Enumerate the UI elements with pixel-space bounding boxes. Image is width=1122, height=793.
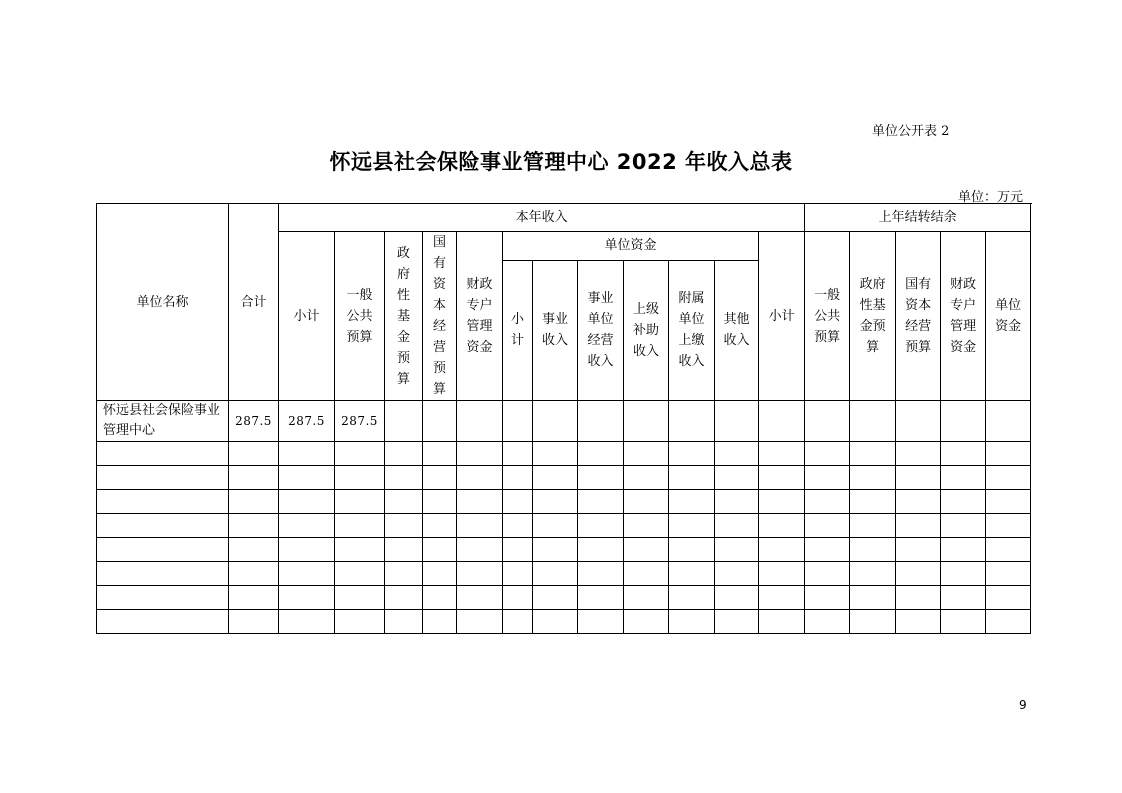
empty-cell (715, 562, 759, 586)
empty-cell (503, 466, 533, 490)
header-line: 上级 (632, 301, 659, 317)
header-general-budget (335, 232, 385, 401)
empty-cell (423, 466, 457, 490)
header-operating-income (578, 260, 624, 401)
empty-cell (850, 514, 896, 538)
header-line: 财政 (950, 277, 977, 292)
table-body (97, 401, 1031, 634)
empty-cell (385, 610, 423, 634)
unit-name-cell: 怀远县社会保险事业管理中心 (97, 401, 229, 442)
empty-cell (669, 490, 715, 514)
value-cell (669, 401, 715, 442)
empty-cell (385, 514, 423, 538)
header-line: 单位 (587, 312, 614, 328)
empty-cell (669, 562, 715, 586)
empty-cell (457, 442, 503, 466)
empty-cell (97, 610, 229, 634)
header-line: 收入 (587, 354, 614, 370)
header-line: 预 (396, 350, 410, 366)
empty-cell (986, 538, 1031, 562)
header-line: 专户 (950, 298, 977, 313)
value-cell: 287.5 (229, 401, 279, 442)
empty-cell (533, 538, 578, 562)
table-row (97, 538, 1031, 562)
value-cell (503, 401, 533, 442)
empty-cell (986, 442, 1031, 466)
table-row (97, 562, 1031, 586)
empty-cell (986, 466, 1031, 490)
header-line: 补助 (632, 322, 659, 338)
header-current-year: 本年收入 (279, 204, 805, 232)
header-line: 公共 (346, 308, 373, 324)
empty-cell (896, 490, 941, 514)
empty-cell (669, 586, 715, 610)
header-line: 上缴 (678, 333, 705, 349)
header-line: 经 (432, 319, 446, 334)
empty-cell (97, 562, 229, 586)
header-line: 小 (510, 312, 524, 328)
header-superior-subsidy (624, 260, 669, 401)
empty-cell (896, 610, 941, 634)
empty-cell (97, 586, 229, 610)
header-line: 国有 (905, 277, 932, 292)
empty-cell (533, 490, 578, 514)
empty-cell (503, 514, 533, 538)
empty-cell (229, 610, 279, 634)
value-cell (941, 401, 986, 442)
empty-cell (986, 586, 1031, 610)
header-gov-fund (385, 232, 423, 401)
header-unit-funds: 单位资金 (503, 232, 759, 261)
empty-cell (715, 538, 759, 562)
header-line: 国 (432, 235, 446, 250)
header-line: 预算 (814, 329, 841, 345)
empty-cell (279, 442, 335, 466)
empty-cell (941, 490, 986, 514)
header-co-unit-funds (986, 232, 1031, 401)
header-line: 预 (432, 361, 446, 376)
table-row (97, 490, 1031, 514)
header-co-fiscal-special (941, 232, 986, 401)
empty-cell (805, 562, 850, 586)
empty-cell (896, 514, 941, 538)
value-cell (578, 401, 624, 442)
empty-cell (423, 514, 457, 538)
value-cell: 287.5 (335, 401, 385, 442)
empty-cell (624, 514, 669, 538)
empty-cell (533, 610, 578, 634)
empty-cell (850, 610, 896, 634)
empty-cell (669, 442, 715, 466)
header-line: 性基 (859, 298, 886, 313)
header-co-subtotal: 小计 (759, 232, 805, 401)
value-cell (423, 401, 457, 442)
income-table (96, 203, 1031, 634)
empty-cell (578, 490, 624, 514)
empty-cell (385, 490, 423, 514)
empty-cell (279, 610, 335, 634)
empty-cell (715, 442, 759, 466)
table-row (97, 610, 1031, 634)
header-line: 经营 (587, 333, 614, 349)
empty-cell (229, 586, 279, 610)
header-line: 政府 (859, 277, 886, 292)
empty-cell (850, 442, 896, 466)
header-total: 合计 (229, 204, 279, 401)
header-line: 财政 (466, 277, 493, 292)
empty-cell (759, 562, 805, 586)
empty-cell (805, 490, 850, 514)
empty-cell (941, 538, 986, 562)
table-row (97, 401, 1031, 442)
empty-cell (759, 442, 805, 466)
header-line: 其他 (723, 312, 750, 328)
empty-cell (503, 490, 533, 514)
empty-cell (97, 538, 229, 562)
empty-cell (850, 586, 896, 610)
header-line: 本 (432, 298, 446, 313)
empty-cell (896, 562, 941, 586)
empty-cell (624, 562, 669, 586)
empty-cell (941, 442, 986, 466)
header-affiliated-income (669, 260, 715, 401)
empty-cell (759, 514, 805, 538)
empty-cell (715, 466, 759, 490)
table-row (97, 514, 1031, 538)
empty-cell (941, 586, 986, 610)
empty-cell (229, 466, 279, 490)
empty-cell (423, 586, 457, 610)
value-cell (986, 401, 1031, 442)
empty-cell (759, 586, 805, 610)
empty-cell (385, 562, 423, 586)
empty-cell (533, 442, 578, 466)
header-line: 收入 (541, 333, 568, 349)
empty-cell (97, 490, 229, 514)
empty-cell (229, 442, 279, 466)
empty-cell (335, 514, 385, 538)
value-cell (850, 401, 896, 442)
empty-cell (97, 466, 229, 490)
empty-cell (896, 466, 941, 490)
empty-cell (578, 610, 624, 634)
empty-cell (578, 538, 624, 562)
empty-cell (457, 514, 503, 538)
empty-cell (385, 538, 423, 562)
empty-cell (335, 586, 385, 610)
empty-cell (941, 610, 986, 634)
empty-cell (624, 442, 669, 466)
empty-cell (578, 442, 624, 466)
header-line: 资 (432, 277, 446, 292)
empty-cell (715, 490, 759, 514)
header-line: 资金 (466, 340, 493, 355)
empty-cell (941, 562, 986, 586)
empty-cell (503, 610, 533, 634)
empty-cell (986, 610, 1031, 634)
header-line: 资本 (905, 298, 932, 313)
header-line: 专户 (466, 298, 493, 313)
empty-cell (805, 586, 850, 610)
table-row (97, 466, 1031, 490)
value-cell (759, 401, 805, 442)
header-line: 单位 (995, 298, 1022, 313)
header-fiscal-special (457, 232, 503, 401)
header-business-income (533, 260, 578, 401)
empty-cell (229, 514, 279, 538)
header-line: 算 (432, 382, 446, 397)
empty-cell (669, 466, 715, 490)
header-state-capital (423, 232, 457, 401)
empty-cell (941, 466, 986, 490)
header-line: 金预 (859, 319, 886, 334)
header-line: 算 (396, 371, 410, 387)
empty-cell (941, 514, 986, 538)
empty-cell (986, 490, 1031, 514)
header-uf-subtotal (503, 260, 533, 401)
header-line: 附属 (678, 291, 705, 307)
header-line: 管理 (950, 319, 977, 334)
header-line: 预算 (346, 329, 373, 345)
empty-cell (97, 514, 229, 538)
header-line: 资金 (950, 340, 977, 355)
header-subtotal: 小计 (279, 232, 335, 401)
header-line: 金 (396, 329, 410, 345)
header-line: 计 (510, 333, 524, 349)
header-line: 基 (396, 308, 410, 324)
empty-cell (423, 538, 457, 562)
empty-cell (335, 538, 385, 562)
empty-cell (533, 562, 578, 586)
header-line: 经营 (905, 319, 932, 334)
empty-cell (759, 538, 805, 562)
value-cell (896, 401, 941, 442)
value-cell (624, 401, 669, 442)
empty-cell (896, 538, 941, 562)
header-line: 资金 (995, 319, 1022, 334)
empty-cell (279, 586, 335, 610)
header-line: 预算 (905, 340, 932, 355)
header-line: 府 (396, 266, 410, 282)
empty-cell (533, 514, 578, 538)
value-cell (805, 401, 850, 442)
empty-cell (624, 490, 669, 514)
empty-cell (805, 610, 850, 634)
empty-cell (759, 490, 805, 514)
empty-cell (759, 466, 805, 490)
empty-cell (624, 610, 669, 634)
empty-cell (805, 538, 850, 562)
empty-cell (279, 490, 335, 514)
empty-cell (279, 538, 335, 562)
empty-cell (850, 538, 896, 562)
empty-cell (503, 538, 533, 562)
empty-cell (423, 562, 457, 586)
header-other-income (715, 260, 759, 401)
header-line: 公共 (814, 308, 841, 324)
empty-cell (896, 586, 941, 610)
page-title: 怀远县社会保险事业管理中心 2022 年收入总表 (329, 150, 793, 174)
empty-cell (279, 562, 335, 586)
empty-cell (578, 562, 624, 586)
empty-cell (335, 442, 385, 466)
empty-cell (97, 442, 229, 466)
header-co-general (805, 232, 850, 401)
header-line: 性 (396, 287, 410, 303)
empty-cell (850, 562, 896, 586)
header-line: 事业 (587, 291, 614, 307)
form-number: 单位公开表 2 (872, 124, 950, 139)
table-row (97, 442, 1031, 466)
empty-cell (624, 586, 669, 610)
empty-cell (457, 538, 503, 562)
empty-cell (335, 610, 385, 634)
header-line: 单位 (678, 312, 705, 328)
empty-cell (805, 466, 850, 490)
empty-cell (335, 466, 385, 490)
empty-cell (896, 442, 941, 466)
empty-cell (759, 610, 805, 634)
empty-cell (715, 514, 759, 538)
header-line: 营 (432, 340, 446, 355)
value-cell: 287.5 (279, 401, 335, 442)
header-line: 管理 (466, 319, 493, 334)
empty-cell (669, 610, 715, 634)
empty-cell (423, 610, 457, 634)
header-line: 收入 (678, 354, 705, 370)
header-line: 有 (432, 256, 446, 271)
value-cell (533, 401, 578, 442)
header-carryover: 上年结转结余 (805, 204, 1031, 232)
empty-cell (229, 562, 279, 586)
empty-cell (503, 586, 533, 610)
empty-cell (669, 514, 715, 538)
empty-cell (423, 442, 457, 466)
empty-cell (533, 586, 578, 610)
header-line: 收入 (723, 333, 750, 349)
unit-label: 单位：万元 (958, 190, 1024, 205)
empty-cell (457, 562, 503, 586)
empty-cell (715, 610, 759, 634)
empty-cell (457, 466, 503, 490)
value-cell (457, 401, 503, 442)
header-line: 政 (396, 245, 410, 261)
empty-cell (457, 490, 503, 514)
header-co-gov-fund (850, 232, 896, 401)
empty-cell (850, 466, 896, 490)
header-line: 一般 (346, 287, 373, 303)
header-co-state-capital (896, 232, 941, 401)
empty-cell (385, 466, 423, 490)
empty-cell (423, 490, 457, 514)
empty-cell (715, 586, 759, 610)
value-cell (715, 401, 759, 442)
empty-cell (578, 586, 624, 610)
empty-cell (385, 586, 423, 610)
empty-cell (457, 610, 503, 634)
empty-cell (385, 442, 423, 466)
header-line: 算 (866, 340, 880, 355)
empty-cell (503, 442, 533, 466)
empty-cell (229, 538, 279, 562)
empty-cell (578, 466, 624, 490)
header-line: 收入 (632, 343, 659, 359)
empty-cell (335, 562, 385, 586)
empty-cell (850, 490, 896, 514)
value-cell (385, 401, 423, 442)
empty-cell (624, 466, 669, 490)
empty-cell (279, 466, 335, 490)
empty-cell (533, 466, 578, 490)
empty-cell (669, 538, 715, 562)
empty-cell (503, 562, 533, 586)
header-line: 事业 (541, 312, 568, 328)
empty-cell (624, 538, 669, 562)
empty-cell (578, 514, 624, 538)
empty-cell (805, 442, 850, 466)
empty-cell (457, 586, 503, 610)
table-row (97, 586, 1031, 610)
empty-cell (805, 514, 850, 538)
page-number: 9 (1019, 698, 1027, 712)
empty-cell (986, 514, 1031, 538)
empty-cell (986, 562, 1031, 586)
empty-cell (279, 514, 335, 538)
header-unit-name: 单位名称 (97, 204, 229, 401)
header-line: 一般 (814, 287, 841, 303)
empty-cell (335, 490, 385, 514)
empty-cell (229, 490, 279, 514)
